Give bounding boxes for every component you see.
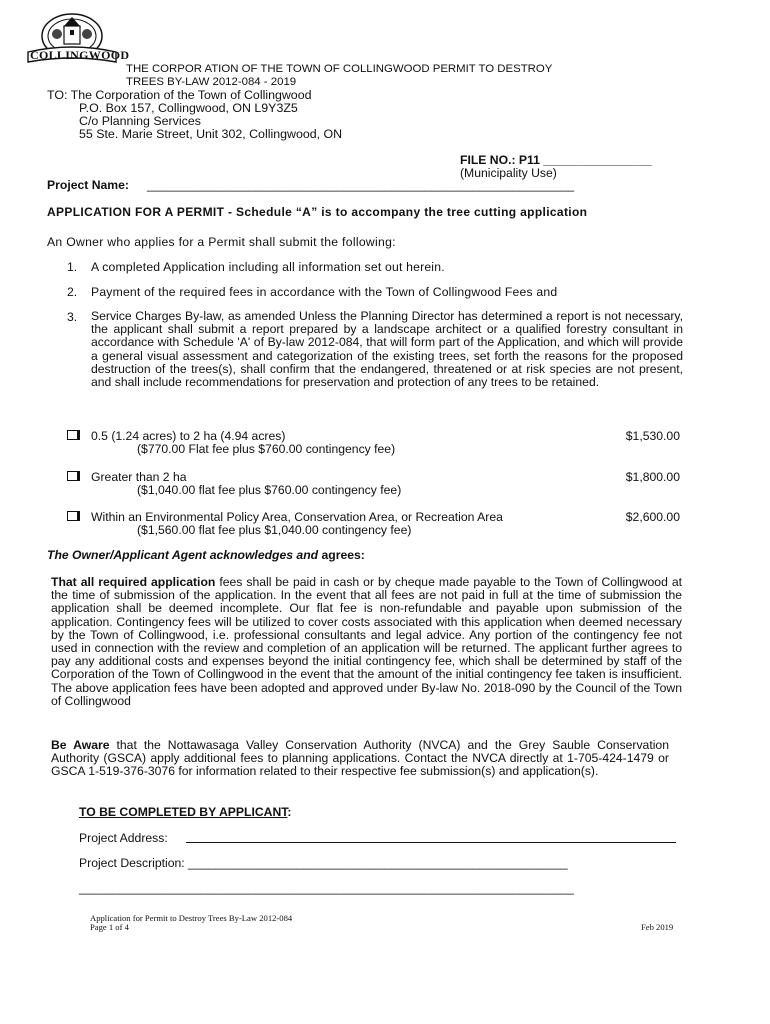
fees-paragraph-lead: That all required application <box>51 575 216 589</box>
fee-amount: $2,600.00 <box>625 510 680 524</box>
fee-amount: $1,530.00 <box>625 429 680 443</box>
fee-checkbox[interactable] <box>67 511 78 521</box>
be-aware-lead: Be Aware <box>51 738 110 752</box>
be-aware-body: that the Nottawasaga Valley Conservation Authority (NVCA) and the Grey Sauble Conservation Authority (GSCA) apply additional fees to planning applications. Contact the NVCA directly at 1-705-424-1479 or GSCA 1-519-376-3076 for information related to their respective fee submission(s) and application(s). <box>51 738 669 779</box>
fee-checkbox[interactable] <box>67 430 78 440</box>
footer-document-title: Application for Permit to Destroy Trees By-Law 2012-084 <box>90 913 293 923</box>
project-name-label: Project Name: <box>47 178 129 192</box>
document-title-line1: THE CORPOR ATION OF THE TOWN OF COLLINGWOOD PERMIT TO DESTROY <box>126 63 553 75</box>
address-line-3: 55 Ste. Marie Street, Unit 302, Collingwood, ON <box>79 127 343 141</box>
requirement-number: 2. <box>67 285 78 299</box>
fees-paragraph <box>51 576 682 708</box>
project-address-field[interactable] <box>186 842 676 843</box>
project-address-label: Project Address: <box>79 831 168 845</box>
be-aware-paragraph <box>51 739 669 779</box>
requirement-text: Payment of the required fees in accordance with the Town of Collingwood Fees and <box>91 285 558 299</box>
town-logo <box>20 12 130 64</box>
application-heading: APPLICATION FOR A PERMIT - Schedule “A” is to accompany the tree cutting application <box>47 205 588 219</box>
recipient-line: TO: The Corporation of the Town of Collingwood <box>47 88 312 102</box>
fee-option-detail: ($1,040.00 flat fee plus $760.00 contingency fee) <box>137 483 402 497</box>
fee-option-label: Greater than 2 ha <box>91 470 187 484</box>
requirement-text: A completed Application including all information set out herein. <box>91 260 445 274</box>
address-line-2: C/o Planning Services <box>79 114 201 128</box>
requirement-text: Service Charges By-law, as amended Unless the Planning Director has determined a report is not necessary, the applicant shall submit a report prepared by a landscape architect or a qualified forestry consultant in accordance with Schedule 'A' of By-law 2012-084, that will form part of the Application, and which will provide a general visual assessment and categorization of the existing trees, set forth the reasons for the proposed destruction of the trees(s), shall confirm that the endangered, threatened or at risk species are not present, and shall include recommendations for preservation and protection of any trees to be retained. <box>91 309 683 390</box>
fee-option-label: Within an Environmental Policy Area, Conservation Area, or Recreation Area <box>91 510 503 524</box>
acknowledgement-italic: The Owner/Applicant Agent acknowledges and <box>47 548 319 562</box>
project-description-line-2[interactable]: _________________________________________________________________________ <box>79 881 574 895</box>
fee-amount: $1,800.00 <box>625 470 680 484</box>
footer-date: Feb 2019 <box>641 922 674 932</box>
applicant-heading-colon: : <box>287 805 292 819</box>
fees-paragraph-body: fees shall be paid in cash or by cheque made payable to the Town of Collingwood at the time of submission of the application. In the event that all fees are not paid in full at the time of submission the application shall be deemed incomplete. Our flat fee is non-refundable and payable upon submission of the application. Contingency fees will be utilized to cover costs associated with this application when deemed necessary by the Town of Collingwood, i.e. professional consultants and legal advice. Any portion of the contingency fee not used in connection with the review and completion of an application will be returned. The applicant further agrees to pay any additional costs and expenses beyond the initial contingency fee, which shall be determined by staff of the Corporation of the Town of Collingwood in the event that the amount of the initial contingency fee taken is insufficient. The above application fees have been adopted and approved under By-law No. 2018-090 by the Council of the Town of Collingwood <box>51 575 682 708</box>
intro-text: An Owner who applies for a Permit shall submit the following: <box>47 235 396 249</box>
acknowledgement-heading <box>47 548 365 562</box>
project-name-field[interactable]: _______________________________________________________________ <box>147 178 575 192</box>
logo-text: COLLINGWOOD <box>30 48 130 62</box>
document-title-line2: TREES BY-LAW 2012-084 - 2019 <box>126 76 297 88</box>
applicant-section-heading <box>79 805 291 819</box>
file-number-note: (Municipality Use) <box>460 166 557 180</box>
file-number: FILE NO.: P11 ________________ <box>460 153 652 167</box>
requirement-number: 1. <box>67 260 78 274</box>
applicant-heading-text: TO BE COMPLETED BY APPLICANT <box>79 805 288 819</box>
requirement-number: 3. <box>67 310 78 324</box>
acknowledgement-agrees: agrees: <box>318 548 365 562</box>
address-line-1: P.O. Box 157, Collingwood, ON L9Y3Z5 <box>79 101 298 115</box>
fee-checkbox[interactable] <box>67 471 78 481</box>
fee-option-detail: ($770.00 Flat fee plus $760.00 contingency fee) <box>137 442 396 456</box>
fee-option-label: 0.5 (1.24 acres) to 2 ha (4.94 acres) <box>91 429 286 443</box>
project-description-field[interactable]: Project Description: ________________________________________________________ <box>79 856 568 870</box>
footer-page-number: Page 1 of 4 <box>90 922 129 932</box>
fee-option-detail: ($1,560.00 flat fee plus $1,040.00 contingency fee) <box>137 523 412 537</box>
